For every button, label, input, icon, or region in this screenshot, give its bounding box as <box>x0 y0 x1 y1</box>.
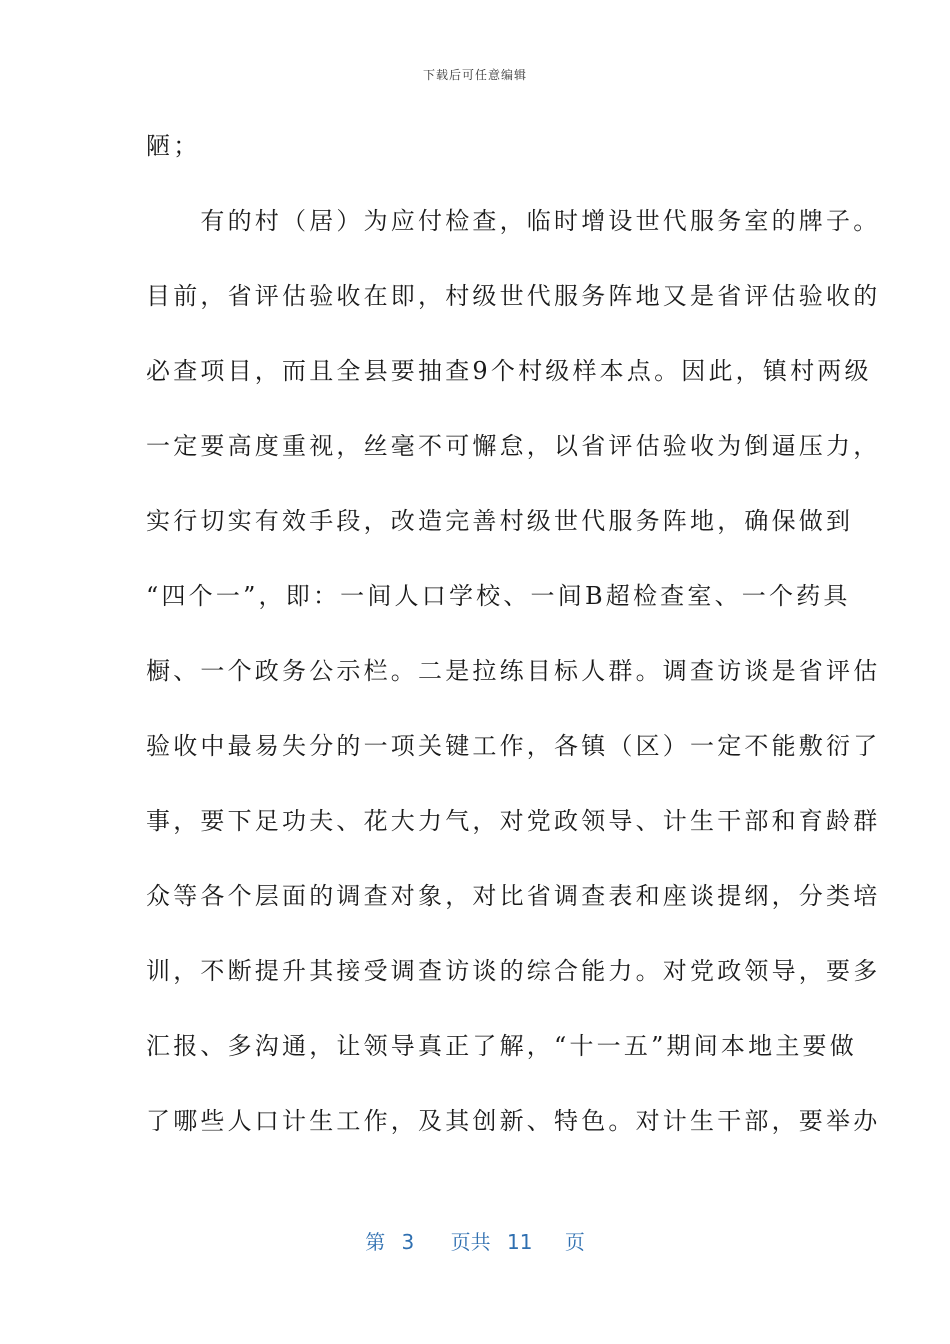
page-footer <box>0 1226 950 1255</box>
text-line: 实行切实有效手段，改造完善村级世代服务阵地，确保做到 <box>146 507 854 535</box>
page-prefix: 第 <box>365 1230 386 1254</box>
text-line: 了哪些人口计生工作，及其创新、特色。对计生干部，要举办 <box>146 1107 881 1135</box>
text-line: 训，不断提升其接受调查访谈的综合能力。对党政领导，要多 <box>146 957 881 985</box>
text-line: 众等各个层面的调查对象，对比省调查表和座谈提纲，分类培 <box>146 882 881 910</box>
text-line: 有的村（居）为应付检查，临时增设世代服务室的牌子。 <box>146 207 881 235</box>
text-line: 验收中最易失分的一项关键工作，各镇（区）一定不能敷衍了 <box>146 732 881 760</box>
text-line: 橱、一个政务公示栏。二是拉练目标人群。调查访谈是省评估 <box>146 657 881 685</box>
page-header-note: 下载后可任意编辑 <box>422 68 527 82</box>
text-line: 目前，省评估验收在即，村级世代服务阵地又是省评估验收的 <box>146 282 881 310</box>
page-total-number: 11 <box>507 1230 533 1254</box>
text-line: “四个一”，即：一间人口学校、一间B超检查室、一个药具 <box>146 582 851 610</box>
page-current-number: 3 <box>401 1230 415 1254</box>
text-line: 陋； <box>146 132 201 160</box>
text-line: 汇报、多沟通，让领导真正了解，“十一五”期间本地主要做 <box>146 1032 857 1060</box>
text-line: 必查项目，而且全县要抽查9个村级样本点。因此，镇村两级 <box>146 357 872 385</box>
page-suffix: 页 <box>564 1230 585 1254</box>
text-line: 一定要高度重视，丝毫不可懈怠，以省评估验收为倒逼压力， <box>146 432 881 460</box>
text-line: 事，要下足功夫、花大力气，对党政领导、计生干部和育龄群 <box>146 807 881 835</box>
page-mid-label: 页共 <box>450 1230 491 1254</box>
